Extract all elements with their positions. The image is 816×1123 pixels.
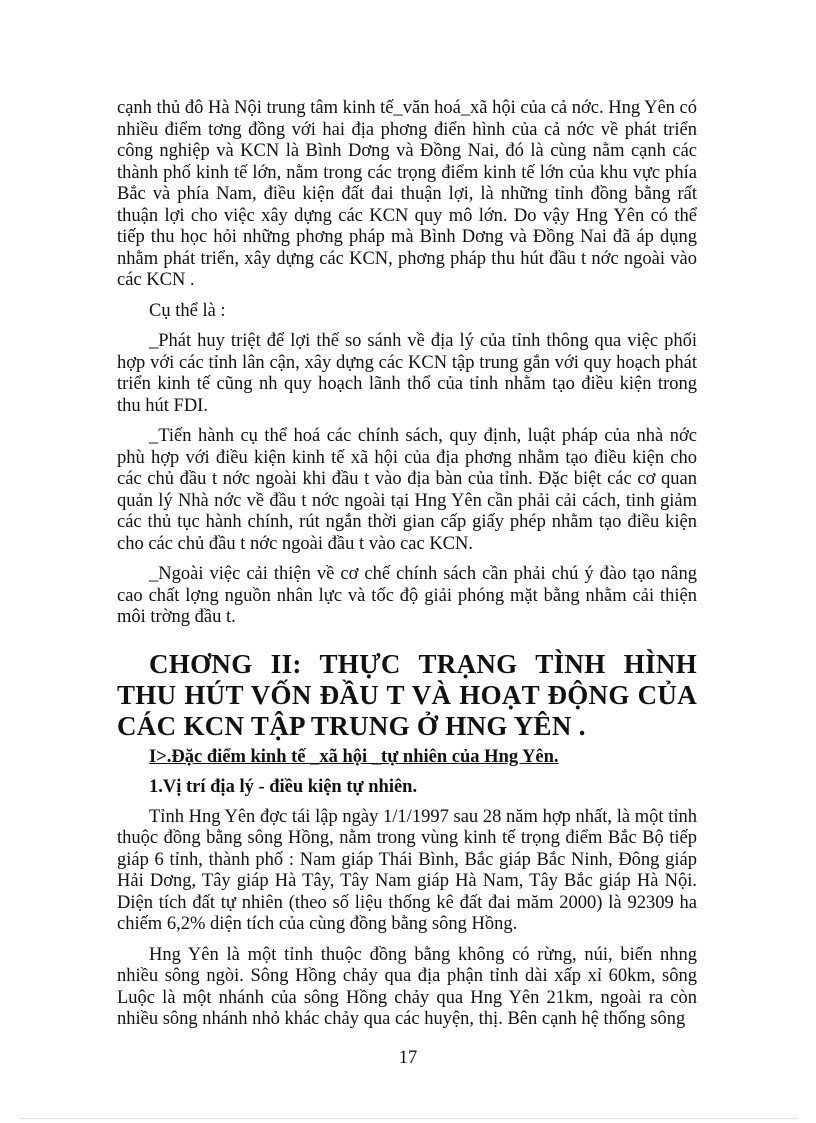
section-heading: I>.Đặc điểm kinh tế _xã hội _tự nhiên của Hng Yên.: [149, 746, 559, 767]
document-page: [117, 98, 697, 1031]
page-bottom-divider: [20, 1118, 796, 1119]
paragraph-specifically: Cụ thể là :: [149, 300, 226, 321]
paragraph-rivers: Hng Yên là một tỉnh thuộc đồng bằng không có rừng, núi, biển nhng nhiều sông ngòi. Sông Hồng chảy qua địa phận tỉnh dài xấp xỉ 60km, sông Luộc là một nhánh của sông Hồng chảy qua Hng Yên 21km, ngoài ra còn nhiều sông nhánh nhỏ khác chảy qua các huyện, thị. Bên cạnh hệ thống sông: [117, 944, 697, 1029]
page-number: 17: [398, 1048, 418, 1068]
paragraph-point-policy: _Tiến hành cụ thể hoá các chính sách, quy định, luật pháp của nhà nớc phù hợp với điều kiện kinh tế xã hội của địa phơng nhằm tạo điều kiện cho các chủ đầu t nớc ngoài khi đầu t vào địa bàn của tỉnh. Đặc biệt các cơ quan quản lý Nhà nớc về đầu t nớc ngoài tại Hng Yên cần phải cải cách, tinh giảm các thủ tục hành chính, rút ngắn thời gian cấp giấy phép nhằm tạo điều kiện cho các chủ đầu t nớc ngoài đầu t vào cac KCN.: [117, 426, 697, 554]
paragraph-point-training: _Ngoài việc cải thiện về cơ chế chính sách cần phải chú ý đào tạo nâng cao chất lợng nguồn nhân lực và tốc độ giải phóng mặt bằng nhằm cải thiện môi trờng đầu t.: [117, 564, 697, 627]
paragraph-location: Tỉnh Hng Yên đợc tái lập ngày 1/1/1997 sau 28 năm hợp nhất, là một tỉnh thuộc đồng bằng sông Hồng, nằm trong vùng kinh tế trọng điểm Bắc Bộ tiếp giáp 6 tỉnh, thành phố : Nam giáp Thái Bình, Bắc giáp Bắc Ninh, Đông giáp Hải Dơng, Tây giáp Hà Tây, Tây Nam giáp Hà Nam, Tây Bắc giáp Hà Nội. Diện tích đất tự nhiên (theo số liệu thống kê đất đai măm 2000) là 92309 ha chiếm 6,2% diện tích của cùng đồng bằng sông Hồng.: [117, 806, 697, 934]
subsection-heading: 1.Vị trí địa lý - điều kiện tự nhiên.: [149, 776, 418, 797]
paragraph-intro: cạnh thủ đô Hà Nội trung tâm kinh tế_văn hoá_xã hội của cả nớc. Hng Yên có nhiều điểm tơng đồng với hai địa phơng điển hình của cả nớc về phát triển công nghiệp và KCN là Bình Dơng và Đồng Nai, đó là cùng nằm cạnh các thành phố kinh tế lớn, nằm trong các trọng điểm kinh tế lớn của khu vực phía Bắc và phía Nam, điều kiện đất đai thuận lợi, là những tỉnh đồng bằng rất thuận lợi cho việc xây dựng các KCN quy mô lớn. Do vậy Hng Yên có thể tiếp thu học hỏi những phơng pháp mà Bình Dơng và Đồng Nai đã áp dụng nhằm phát triển, xây dựng các KCN, phơng pháp thu hút đầu t nớc ngoài vào các KCN .: [117, 98, 697, 290]
chapter-title: CHƠNG II: THỰC TRẠNG TÌNH HÌNH THU HÚT VỐN ĐẦU T VÀ HOẠT ĐỘNG CỦA CÁC KCN TẬP TRUNG Ở HNG YÊN .: [117, 648, 697, 741]
paragraph-point-geography: _Phát huy triệt để lợi thế so sánh về địa lý của tỉnh thông qua việc phối hợp với các tỉnh lân cận, xây dựng các KCN tập trung gắn với quy hoạch phát triển kinh tế cũng nh quy hoạch lãnh thổ của tỉnh nhằm tạo điều kiện trong thu hút FDI.: [117, 331, 697, 416]
